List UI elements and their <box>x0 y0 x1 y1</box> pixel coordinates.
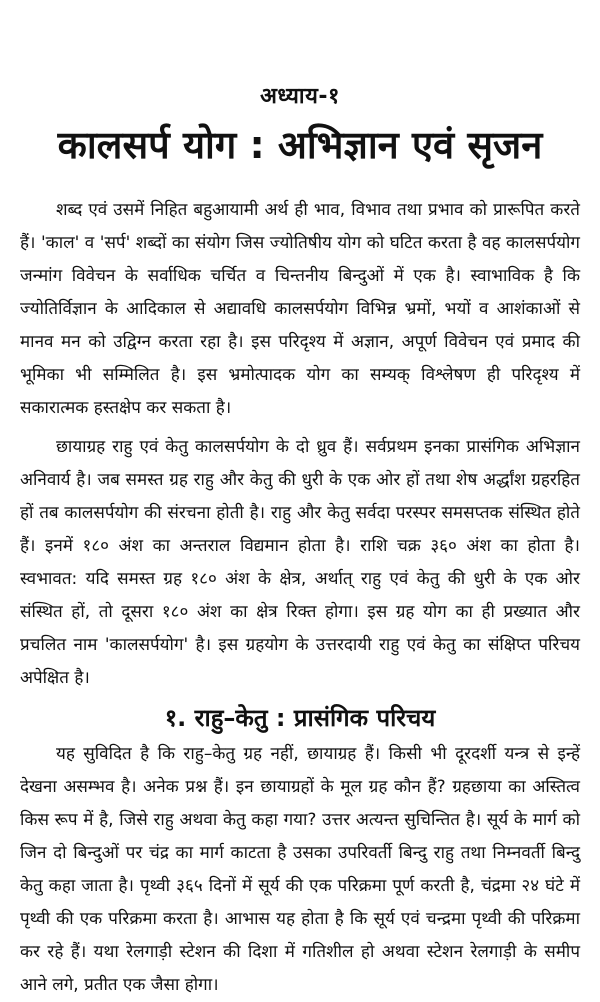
section-heading: १. राहु–केतु : प्रासंगिक परिचय <box>164 703 436 732</box>
chapter-label: अध्याय-१ <box>260 84 340 109</box>
chapter-title: कालसर्प योग : अभिज्ञान एवं सृजन <box>57 123 543 167</box>
section-paragraph-1: यह सुविदित है कि राहु–केतु ग्रह नहीं, छायाग्रह हैं। किसी भी दूरदर्शी यन्त्र से इन्हें देखना असम्भव है। अनेक प्रश्न हैं। इन छायाग्रहों के मूल ग्रह कौन हैं? ग्रहछाया का अस्तित्व किस रूप में है, जिसे राहु अथवा केतु कहा गया? उत्तर अत्यन्त सुचिन्तित है। सूर्य के मार्ग को जिन दो बिन्दुओं पर चंद्र का मार्ग काटता है उसका उपरिवर्ती बिन्दु राहु तथा निम्नवर्ती बिन्दु केतु कहा जाता है। पृथ्वी ३६५ दिनों में सूर्य की एक परिक्रमा पूर्ण करती है, चंद्रमा २४ घंटे में पृथ्वी की एक परिक्रमा करता है। आभास यह होता है कि सूर्य एवं चन्द्रमा पृथ्वी की परिक्रमा कर रहे हैं। यथा रेलगाड़ी स्टेशन की दिशा में गतिशील हो अथवा स्टेशन रेलगाड़ी के समीप आने लगे, प्रतीत एक जैसा होगा। <box>20 743 580 995</box>
intro-paragraph-2: छायाग्रह राहु एवं केतु कालसर्पयोग के दो ध्रुव हैं। सर्वप्रथम इनका प्रासंगिक अभिज्ञान अनिवार्य है। जब समस्त ग्रह राहु और केतु की धुरी के एक ओर हों तथा शेष अर्द्धांश ग्रहरहित हों तब कालसर्पयोग की संरचना होती है। राहु और केतु सर्वदा परस्पर समसप्तक संस्थित होते हैं। इनमें १८० अंश का अन्तराल विद्यमान होता है। राशि चक्र ३६० अंश का होता है। स्वभावत: यदि समस्त ग्रह १८० अंश के क्षेत्र, अर्थात् राहु एवं केतु की धुरी के एक ओर संस्थित हों, तो दूसरा १८० अंश का क्षेत्र रिक्त होगा। इस ग्रह योग का ही प्रख्यात और प्रचलित नाम 'कालसर्पयोग' है। इस ग्रहयोग के उत्तरदायी राहु एवं केतु का संक्षिप्त परिचय अपेक्षित है। <box>20 436 580 688</box>
intro-paragraph-1: शब्द एवं उसमें निहित बहुआयामी अर्थ ही भाव, विभाव तथा प्रभाव को प्रारूपित करते हैं। 'काल' व 'सर्प' शब्दों का संयोग जिस ज्योतिषीय योग को घटित करता है वह कालसर्पयोग जन्मांग विवेचन के सर्वाधिक चर्चित व चिन्तनीय बिन्दुओं में एक है। स्वाभाविक है कि ज्योतिर्विज्ञान के आदिकाल से अद्यावधि कालसर्पयोग विभिन्न भ्रमों, भयों व आशंकाओं से मानव मन को उद्विग्न करता रहा है। इस परिदृश्य में अज्ञान, अपूर्ण विवेचन एवं प्रमाद की भूमिका भी सम्मिलित है। इस भ्रमोत्पादक योग का सम्यक् विश्लेषण ही परिदृश्य में सकारात्मक हस्तक्षेप कर सकता है। <box>20 199 580 418</box>
